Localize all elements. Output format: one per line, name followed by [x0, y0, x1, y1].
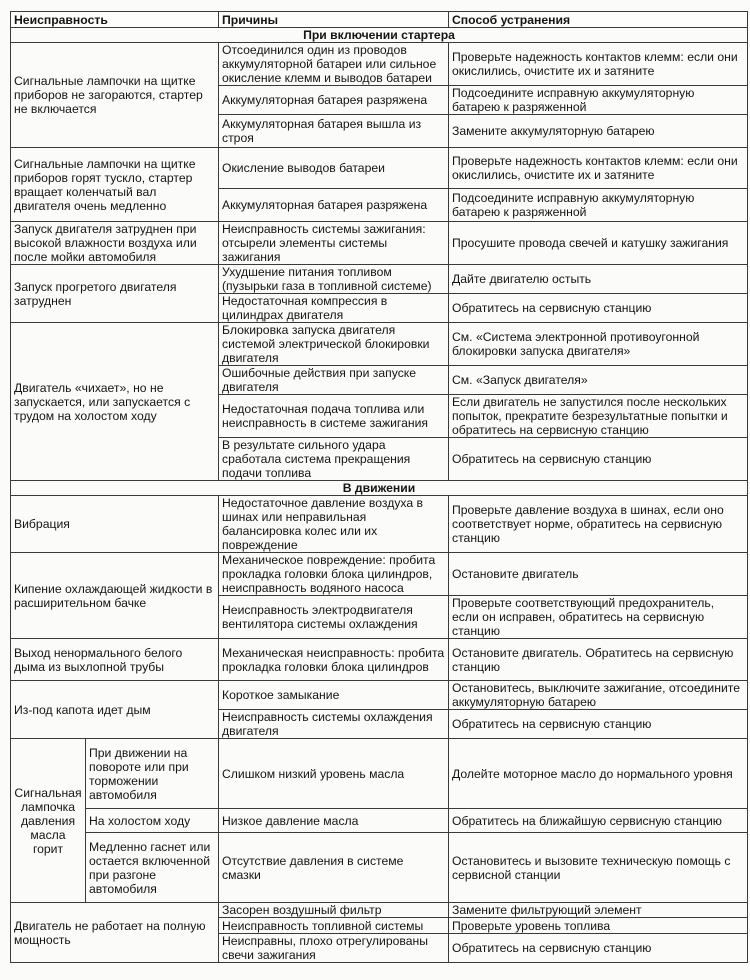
remedy-cell: Проверьте давление воздуха в шинах, если оно соответствует норме, обратитесь на сервисную станцию [449, 496, 748, 553]
fault-cell: Сигнальные лампочки на щитке приборов горят тускло, стартер вращает коленчатый вал двигателя очень медленно [11, 148, 219, 222]
fault-cell: Из-под капота идет дым [11, 681, 219, 739]
cause-cell: Неисправность системы зажигания: отсырели элементы системы зажигания [219, 222, 449, 265]
table-row [11, 833, 748, 903]
header-row [11, 12, 748, 28]
cause-cell: Аккумуляторная батарея разряжена [219, 189, 449, 222]
section-row [11, 28, 748, 43]
cause-cell: Механическая неисправность: пробита прокладка головки блока цилиндров [219, 639, 449, 681]
header-causes: Причины [219, 12, 449, 28]
remedy-cell: Если двигатель не запустился после нескольких попыток, прекратите безрезультатные попытки и обратитесь на сервисную станцию [449, 395, 748, 438]
remedy-cell: Проверьте уровень топлива [449, 918, 748, 934]
cause-cell: Ошибочные действия при запуске двигателя [219, 366, 449, 395]
fault-cell: Сигнальная лампочка давления масла горит [11, 739, 86, 903]
malfunction-table [10, 11, 748, 963]
cause-cell: Неисправность электродвигателя вентилятора системы охлаждения [219, 596, 449, 639]
table-row [11, 639, 748, 681]
remedy-cell: Обратитесь на сервисную станцию [449, 438, 748, 481]
remedy-cell: Остановите двигатель [449, 553, 748, 596]
condition-cell: На холостом ходу [86, 809, 219, 833]
remedy-cell: Замените аккумуляторную батарею [449, 115, 748, 148]
header-fault: Неисправность [11, 12, 219, 28]
cause-cell: Недостаточная подача топлива или неисправность в системе зажигания [219, 395, 449, 438]
cause-cell: Засорен воздушный фильтр [219, 903, 449, 918]
cause-cell: Неисправность топливной системы [219, 918, 449, 934]
cause-cell: Механическое повреждение: пробита прокладка головки блока цилиндров, неисправность водяного насоса [219, 553, 449, 596]
cause-cell: Аккумуляторная батарея вышла из строя [219, 115, 449, 148]
remedy-cell: Проверьте соответствующий предохранитель, если он исправен, обратитесь на сервисную станцию [449, 596, 748, 639]
table-body [11, 12, 748, 963]
cause-cell: Неисправность системы охлаждения двигателя [219, 710, 449, 739]
cause-cell: Аккумуляторная батарея разряжена [219, 86, 449, 115]
table-row [11, 323, 748, 366]
fault-cell: Выход ненормального белого дыма из выхлопной трубы [11, 639, 219, 681]
remedy-cell: Просушите провода свечей и катушку зажигания [449, 222, 748, 265]
fault-cell: Двигатель не работает на полную мощность [11, 903, 219, 963]
section-row [11, 481, 748, 496]
remedy-cell: См. «Запуск двигателя» [449, 366, 748, 395]
remedy-cell: Подсоедините исправную аккумуляторную батарею к разряженной [449, 86, 748, 115]
section-title: При включении стартера [11, 28, 748, 43]
cause-cell: Низкое давление масла [219, 809, 449, 833]
condition-cell: При движении на повороте или при торможении автомобиля [86, 739, 219, 809]
cause-cell: Блокировка запуска двигателя системой электрической блокировки двигателя [219, 323, 449, 366]
cause-cell: Короткое замыкание [219, 681, 449, 710]
table-row [11, 148, 748, 189]
condition-cell: Медленно гаснет или остается включенной при разгоне автомобиля [86, 833, 219, 903]
cause-cell: Недостаточное давление воздуха в шинах или неправильная балансировка колес или их повреждение [219, 496, 449, 553]
table-row [11, 809, 748, 833]
cause-cell: Отсутствие давления в системе смазки [219, 833, 449, 903]
table-row [11, 739, 748, 809]
remedy-cell: Обратитесь на сервисную станцию [449, 934, 748, 963]
table-row [11, 681, 748, 710]
remedy-cell: Остановите двигатель. Обратитесь на сервисную станцию [449, 639, 748, 681]
cause-cell: Неисправны, плохо отрегулированы свечи зажигания [219, 934, 449, 963]
cause-cell: Слишком низкий уровень масла [219, 739, 449, 809]
cause-cell: В результате сильного удара сработала система прекращения подачи топлива [219, 438, 449, 481]
cause-cell: Окисление выводов батареи [219, 148, 449, 189]
remedy-cell: Обратитесь на сервисную станцию [449, 710, 748, 739]
remedy-cell: Замените фильтрующий элемент [449, 903, 748, 918]
fault-cell: Вибрация [11, 496, 219, 553]
remedy-cell: Обратитесь на сервисную станцию [449, 294, 748, 323]
remedy-cell: Долейте моторное масло до нормального уровня [449, 739, 748, 809]
fault-cell: Кипение охлаждающей жидкости в расширительном бачке [11, 553, 219, 639]
cause-cell: Ухудшение питания топливом (пузырьки газа в топливной системе) [219, 265, 449, 294]
cause-cell: Недостаточная компрессия в цилиндрах двигателя [219, 294, 449, 323]
table-row [11, 43, 748, 86]
cause-cell: Отсоединился один из проводов аккумуляторной батареи или сильное окисление клемм и выводов батареи [219, 43, 449, 86]
remedy-cell: Остановитесь, выключите зажигание, отсоедините аккумуляторную батарею [449, 681, 748, 710]
remedy-cell: Дайте двигателю остыть [449, 265, 748, 294]
table-row [11, 553, 748, 596]
fault-cell: Двигатель «чихает», но не запускается, или запускается с трудом на холостом ходу [11, 323, 219, 481]
table-row [11, 265, 748, 294]
remedy-cell: Остановитесь и вызовите техническую помощь с сервисной станции [449, 833, 748, 903]
header-remedy: Способ устранения [449, 12, 748, 28]
table-row [11, 903, 748, 918]
section-title: В движении [11, 481, 748, 496]
fault-cell: Запуск двигателя затруднен при высокой влажности воздуха или после мойки автомобиля [11, 222, 219, 265]
remedy-cell: См. «Система электронной противоугонной блокировки запуска двигателя» [449, 323, 748, 366]
fault-cell: Сигнальные лампочки на щитке приборов не загораются, стартер не включается [11, 43, 219, 148]
table-row [11, 496, 748, 553]
fault-cell: Запуск прогретого двигателя затруднен [11, 265, 219, 323]
remedy-cell: Проверьте надежность контактов клемм: если они окислились, очистите их и затяните [449, 148, 748, 189]
table-row [11, 222, 748, 265]
remedy-cell: Проверьте надежность контактов клемм: если они окислились, очистите их и затяните [449, 43, 748, 86]
remedy-cell: Подсоедините исправную аккумуляторную батарею к разряженной [449, 189, 748, 222]
remedy-cell: Обратитесь на ближайшую сервисную станцию [449, 809, 748, 833]
